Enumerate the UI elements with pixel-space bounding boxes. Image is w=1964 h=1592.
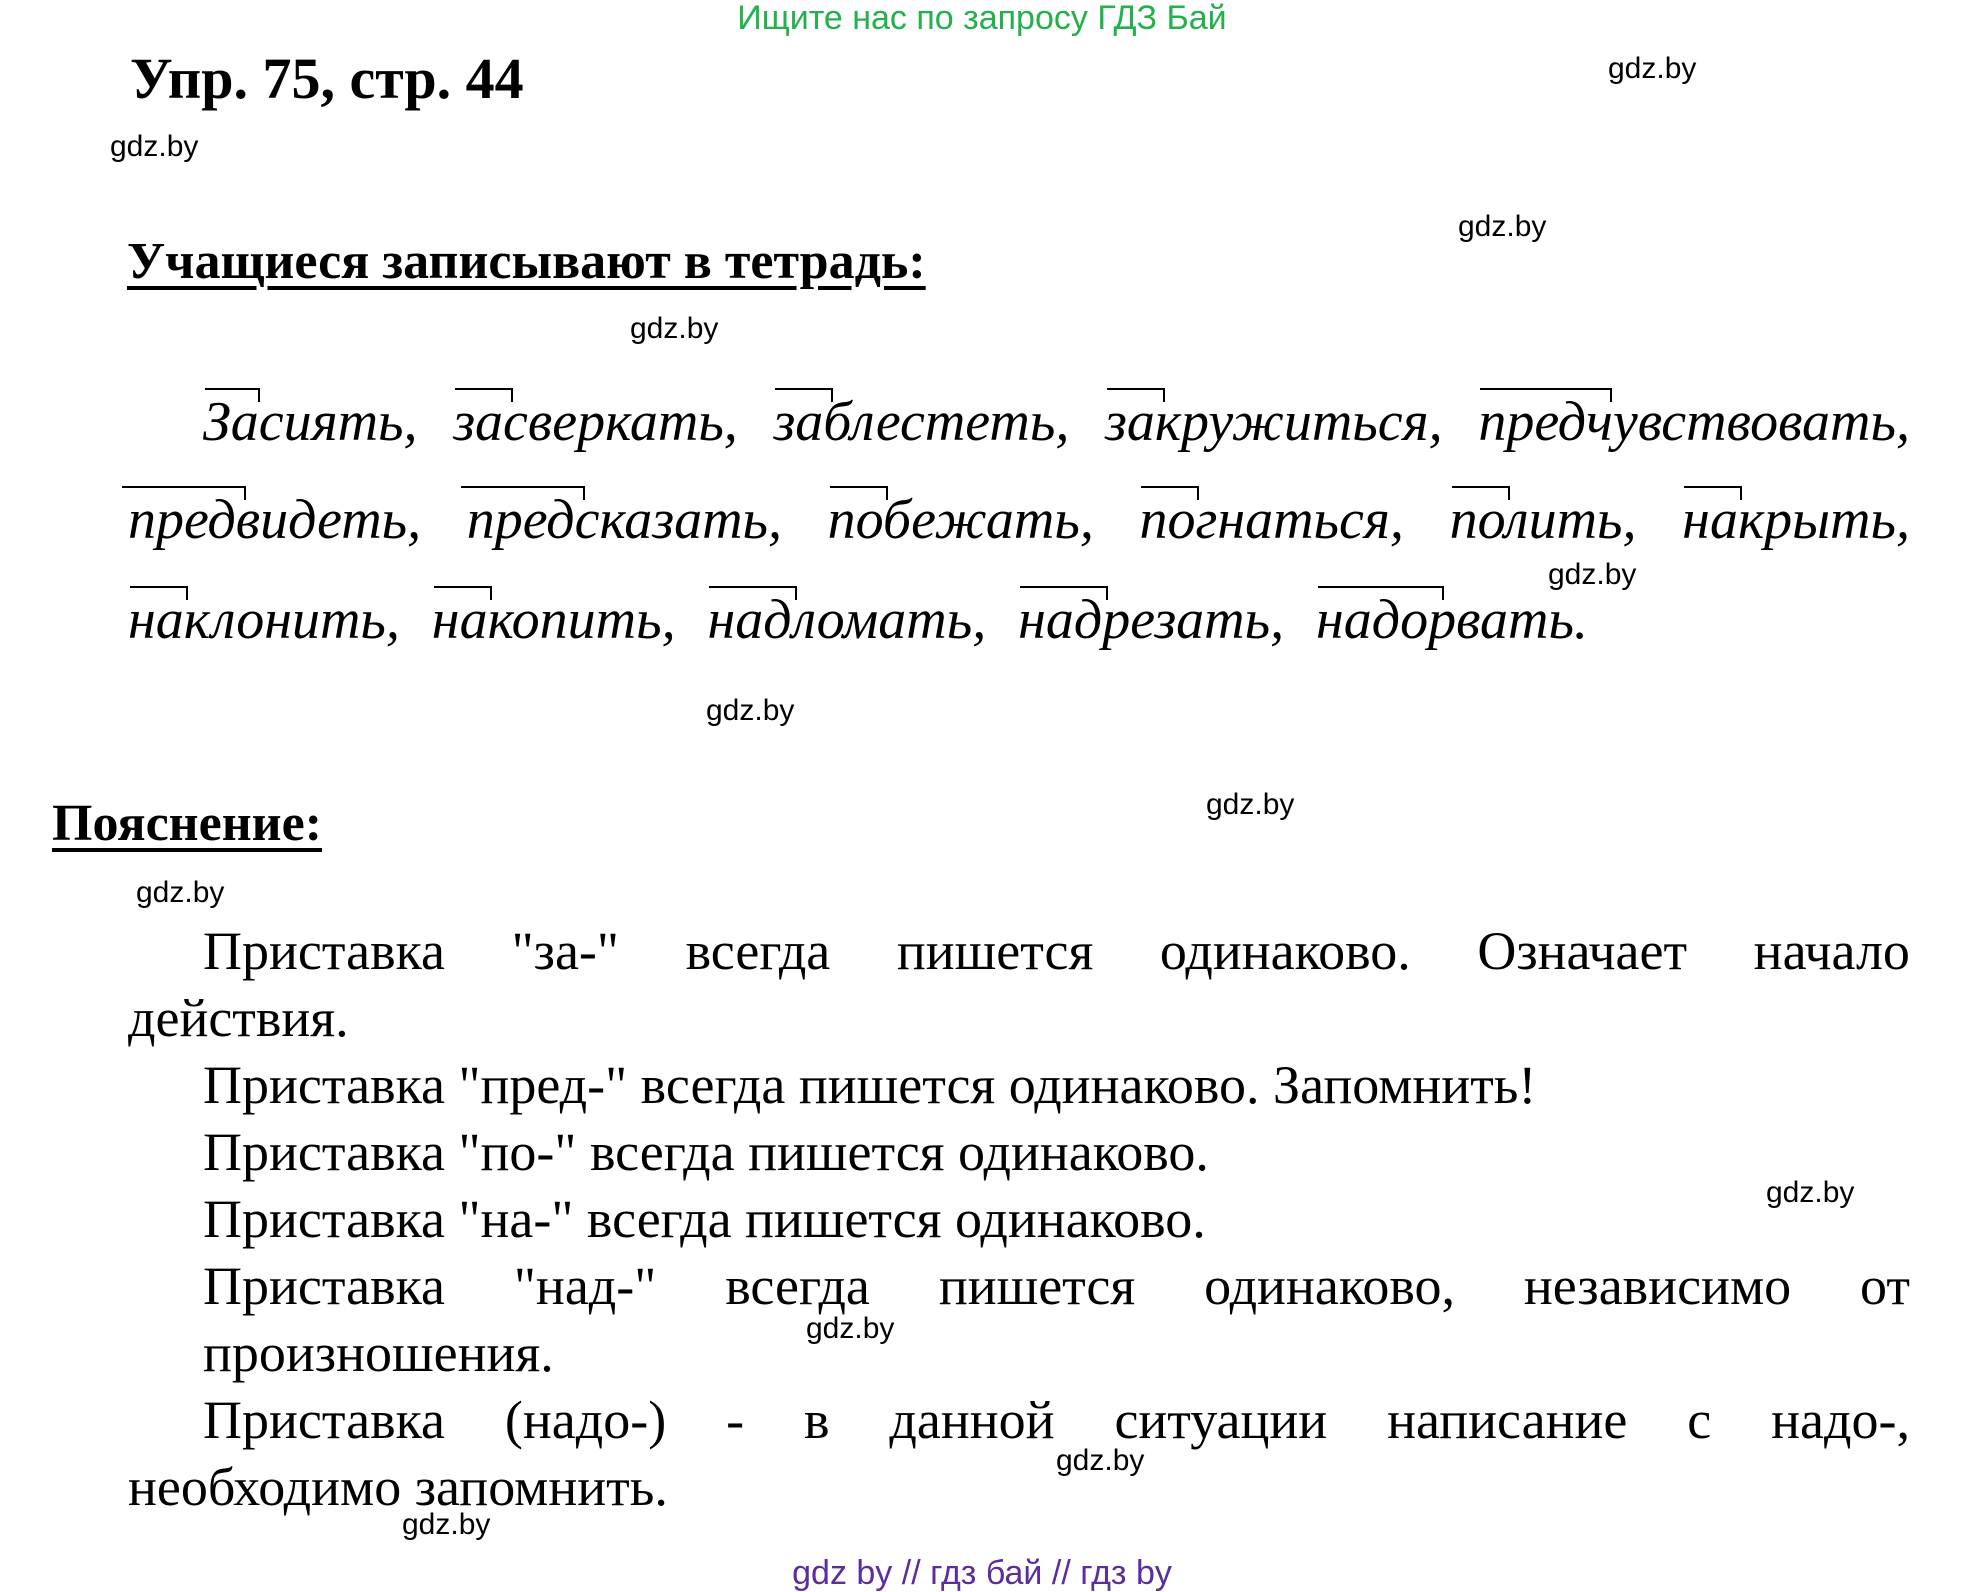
explanation-p4: Приставка "на-" всегда пишется одинаково. bbox=[203, 1189, 1206, 1249]
explanation-p6-cont: необходимо запомнить. bbox=[128, 1457, 668, 1517]
explanation-heading: Пояснение: bbox=[52, 795, 323, 852]
handwriting-line-2 bbox=[128, 490, 1910, 550]
watermark: gdz.by bbox=[806, 1312, 895, 1345]
word-polit: полить, bbox=[1450, 490, 1637, 550]
explanation-p6: Приставка (надо-) - в данной ситуации написание с надо-, bbox=[203, 1390, 1910, 1450]
watermark: gdz.by bbox=[706, 694, 795, 727]
explanation-p2: Приставка "пред-" всегда пишется одинаково. Запомнить! bbox=[203, 1055, 1537, 1115]
watermark: gdz.by bbox=[1206, 788, 1295, 821]
top-banner: Ищите нас по запросу ГДЗ Бай bbox=[737, 0, 1227, 37]
word-predskazat: предсказать, bbox=[467, 490, 782, 550]
watermark: gdz.by bbox=[402, 1508, 491, 1541]
footer-links: gdz by // гдз бай // гдз by bbox=[792, 1554, 1172, 1592]
watermark: gdz.by bbox=[1056, 1444, 1145, 1477]
word-naklonit: наклонить, bbox=[128, 590, 400, 650]
word-pobezhat: побежать, bbox=[828, 490, 1094, 550]
exercise-title: Упр. 75, стр. 44 bbox=[130, 46, 524, 111]
word-predchuvstvovat: предчувствовать, bbox=[1478, 392, 1910, 452]
explanation-p5-cont: произношения. bbox=[203, 1323, 554, 1383]
watermark: gdz.by bbox=[630, 312, 719, 345]
watermark: gdz.by bbox=[1766, 1176, 1855, 1209]
explanation-p5: Приставка "над-" всегда пишется одинаково, независимо от bbox=[203, 1256, 1910, 1316]
watermark: gdz.by bbox=[1458, 210, 1547, 243]
word-nakryt: накрыть, bbox=[1682, 490, 1910, 550]
explanation-p1: Приставка "за-" всегда пишется одинаково. Означает начало bbox=[203, 921, 1910, 981]
section-heading: Учащиеся записывают в тетрадь: bbox=[127, 233, 926, 290]
word-nakopit: накопить, bbox=[432, 590, 676, 650]
watermark: gdz.by bbox=[136, 876, 225, 909]
watermark: gdz.by bbox=[110, 130, 199, 163]
explanation-p1-cont: действия. bbox=[128, 988, 349, 1048]
word-nadrezat: надрезать, bbox=[1018, 590, 1284, 650]
word-predvidet: предвидеть, bbox=[128, 490, 421, 550]
word-nadorvat: надорвать. bbox=[1316, 590, 1588, 650]
word-zablestet: заблестеть, bbox=[773, 392, 1069, 452]
word-zasiyat: Засиять, bbox=[203, 392, 418, 452]
word-zasverkat: засверкать, bbox=[453, 392, 738, 452]
word-zakruzhitsya: закружиться, bbox=[1105, 392, 1443, 452]
handwriting-line-1 bbox=[128, 392, 1910, 452]
word-pognatsya: погнаться, bbox=[1139, 490, 1403, 550]
handwriting-line-3 bbox=[128, 590, 1588, 650]
watermark: gdz.by bbox=[1548, 558, 1637, 591]
watermark: gdz.by bbox=[1608, 52, 1697, 85]
word-nadlomat: надломать, bbox=[707, 590, 986, 650]
explanation-p3: Приставка "по-" всегда пишется одинаково. bbox=[203, 1122, 1209, 1182]
